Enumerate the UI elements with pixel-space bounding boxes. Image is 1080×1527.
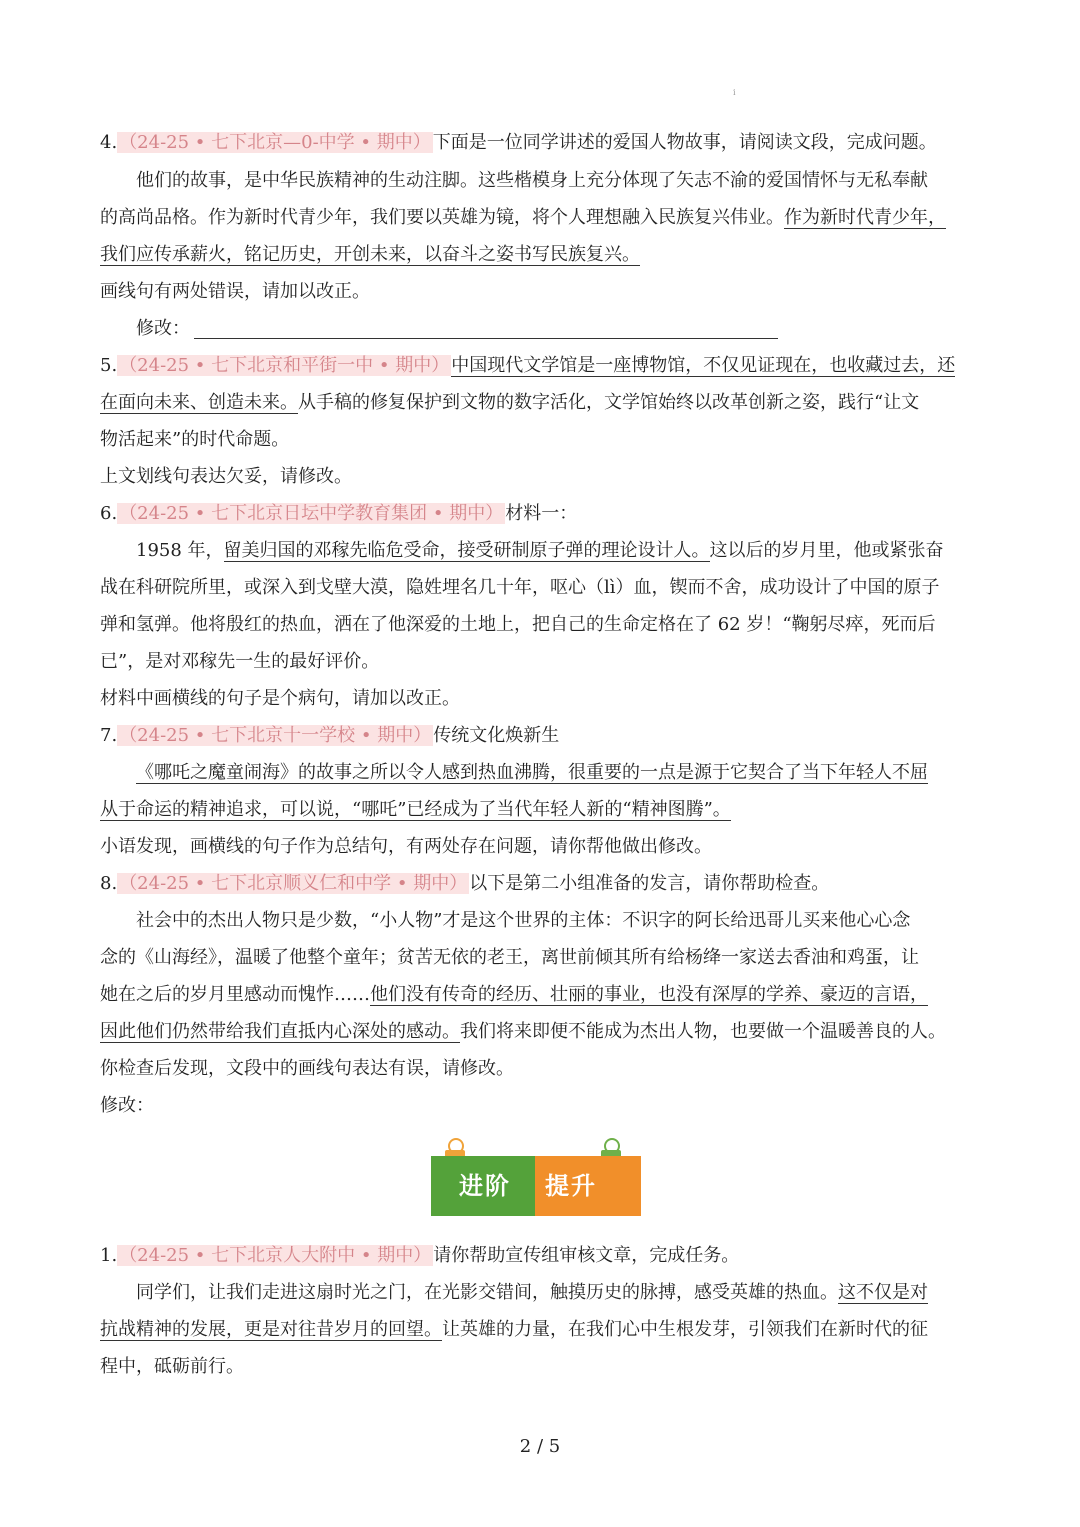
question-number: 6. (100, 503, 118, 524)
source-tag: （24-25 • 七下北京顺义仁和中学 • 期中） (119, 873, 468, 894)
q4-para-line: 他们的故事，是中华民族精神的生动注脚。这些楷模身上充分体现了矢志不渝的爱国情怀与无私奉献 (136, 170, 928, 191)
underlined-sentence: 《哪吒之魔童闹海》的故事之所以令人感到热血沸腾，很重要的一点是源于它契合了当下年轻人不屈 (136, 762, 928, 783)
underlined-sentence: 从于命运的精神追求，可以说，“哪吒”已经成为了当代年轻人新的“精神图腾”。 (100, 799, 731, 820)
q6-para-line (136, 538, 990, 564)
q8-fix-label: 修改： (100, 1095, 154, 1116)
source-tag: （24-25 • 七下北京和平街一中 • 期中） (119, 355, 450, 376)
plain-text: 她在之后的岁月里感动而愧怍…… (100, 984, 370, 1005)
underlined-sentence: 这不仅是对 (838, 1282, 928, 1303)
question-number: 5. (100, 355, 118, 376)
question-number: 8. (100, 873, 118, 894)
banner-right-block (535, 1156, 641, 1216)
q6-para-line: 战在科研院所里，或深入到戈壁大漠，隐姓埋名几十年，呕心（lì）血，锲而不舍，成功设计了中国的原子 (100, 577, 940, 598)
adv1-heading (100, 1243, 990, 1269)
page-number: 2 / 5 (519, 1436, 561, 1457)
plain-text: 我们将来即便不能成为杰出人物，也要做一个温暖善良的人。 (460, 1021, 946, 1042)
question-title: 传统文化焕新生 (433, 725, 560, 746)
underlined-sentence: 因此他们仍然带给我们直抵内心深处的感动。 (100, 1021, 460, 1042)
underlined-sentence: 在面向未来、创造未来。 (100, 392, 298, 413)
q8-instruction: 你检查后发现，文段中的画线句表达有误，请修改。 (100, 1058, 514, 1079)
q5-heading (100, 353, 990, 379)
q4-heading (100, 130, 990, 156)
q6-instruction: 材料中画横线的句子是个病句，请加以改正。 (100, 688, 460, 709)
plain-text: 1958 年， (136, 540, 224, 561)
q4-para-line (100, 242, 990, 268)
source-tag: （24-25 • 七下北京日坛中学教育集团 • 期中） (119, 503, 504, 524)
question-title: 以下是第二小组准备的发言，请你帮助检查。 (469, 873, 830, 894)
banner-left-block (431, 1156, 535, 1216)
q7-heading (100, 723, 990, 749)
q7-para-line (100, 797, 990, 823)
q4-para-line (100, 205, 990, 231)
fix-label: 修改： (136, 318, 190, 339)
underlined-sentence: 抗战精神的发展，更是对往昔岁月的回望。 (100, 1319, 442, 1340)
plain-text: 同学们，让我们走进这扇时光之门，在光影交错间，触摸历史的脉搏，感受英雄的热血。 (136, 1282, 838, 1303)
q8-para-line (100, 982, 990, 1008)
adv1-para-line (136, 1280, 990, 1306)
source-tag: （24-25 • 七下北京十一学校 • 期中） (119, 725, 432, 746)
q8-para-line: 社会中的杰出人物只是少数，“小人物”才是这个世界的主体：不识字的阿长给迅哥儿买来他心心念 (136, 910, 911, 931)
q8-para-line (100, 1019, 990, 1045)
q7-para-line (136, 760, 990, 786)
underlined-sentence: 留美归国的邓稼先临危受命，接受研制原子弹的理论设计人。 (223, 540, 710, 561)
q6-para-line: 已”，是对邓稼先一生的最好评价。 (100, 651, 380, 672)
plain-text: 的高尚品格。作为新时代青少年，我们要以英雄为镜，将个人理想融入民族复兴伟业。 (100, 207, 784, 228)
question-title: 请你帮助宣传组审核文章，完成任务。 (433, 1245, 740, 1266)
adv1-para-line (100, 1317, 990, 1343)
question-number: 7. (100, 725, 118, 746)
question-number: 1. (100, 1245, 118, 1266)
q8-heading (100, 871, 990, 897)
underlined-sentence: 我们应传承薪火，铭记历史，开创未来，以奋斗之姿书写民族复兴。 (100, 244, 640, 265)
q6-para-line: 弹和氢弹。他将殷红的热血，洒在了他深爱的土地上，把自己的生命定格在了 62 岁！“鞠躬尽瘁，死而后 (100, 614, 936, 635)
underlined-sentence: 作为新时代青少年， (784, 207, 946, 228)
question-title: 材料一： (505, 503, 578, 524)
top-mark: i (733, 88, 736, 97)
advanced-section-banner (431, 1136, 641, 1220)
question-title: 下面是一位同学讲述的爱国人物故事，请阅读文段，完成问题。 (432, 132, 937, 153)
source-tag: （24-25 • 七下北京—0-中学 • 期中） (119, 132, 431, 153)
q5-instruction: 上文划线句表达欠妥，请修改。 (100, 466, 352, 487)
answer-blank[interactable] (194, 320, 778, 339)
plain-text: 让英雄的力量，在我们心中生根发芽，引领我们在新时代的征 (442, 1319, 928, 1340)
underlined-sentence: 中国现代文学馆是一座博物馆，不仅见证现在，也收藏过去，还 (451, 355, 956, 376)
q6-heading (100, 501, 990, 527)
q4-instruction: 画线句有两处错误，请加以改正。 (100, 281, 370, 302)
underlined-sentence: 他们没有传奇的经历、壮丽的事业，也没有深厚的学养、豪迈的言语， (370, 984, 928, 1005)
question-number: 4. (100, 132, 118, 153)
q5-para-line (100, 390, 990, 416)
q4-answer-line (136, 316, 990, 342)
q7-instruction: 小语发现，画横线的句子作为总结句，有两处存在问题，请你帮他做出修改。 (100, 836, 712, 857)
plain-text: 从手稿的修复保护到文物的数字活化，文学馆始终以改革创新之姿，践行“让文 (298, 392, 920, 413)
adv1-para-line: 程中，砥砺前行。 (100, 1356, 244, 1377)
q5-para-line: 物活起来”的时代命题。 (100, 429, 290, 450)
banner-left-label: 进阶 (459, 1172, 511, 1200)
plain-text: 这以后的岁月里，他或紧张奋 (709, 540, 944, 561)
banner-right-label: 提升 (545, 1172, 597, 1200)
q8-para-line: 念的《山海经》，温暖了他整个童年；贫苦无依的老王，离世前倾其所有给杨绛一家送去香油和鸡蛋，让 (100, 947, 919, 968)
source-tag: （24-25 • 七下北京人大附中 • 期中） (119, 1245, 432, 1266)
